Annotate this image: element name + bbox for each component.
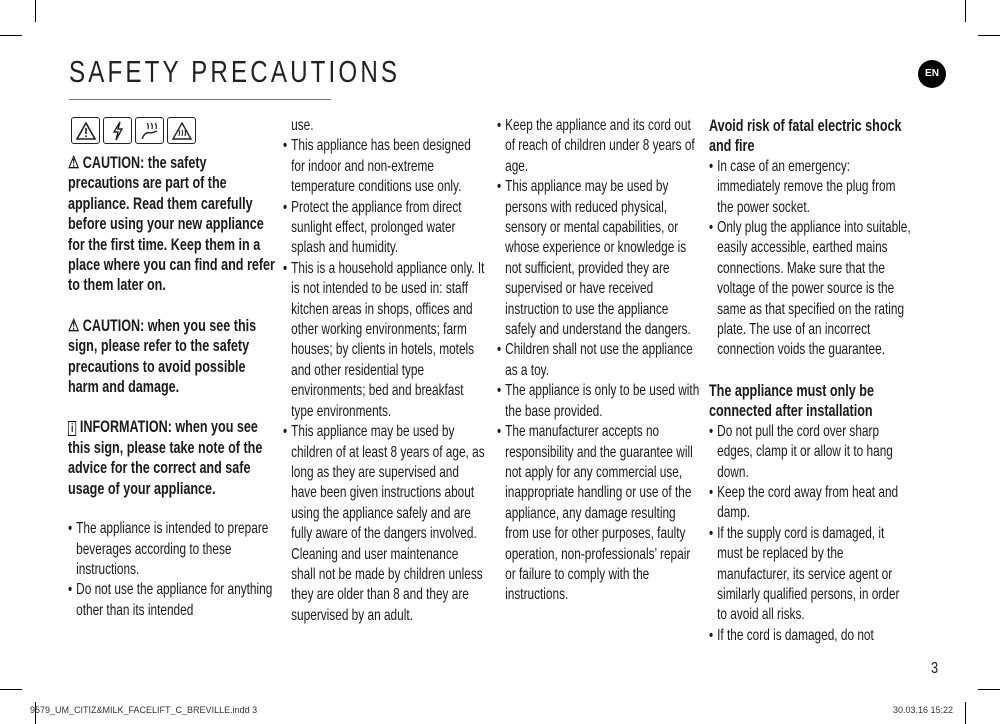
information-block: i INFORMATION: when you see this sign, please take note of the advice for the correct and safe usage of your appliance.	[68, 417, 263, 498]
caution-sign-block: ⚠ CAUTION: when you see this sign, please refer to the safety precautions to avoid possible harm and damage.	[68, 315, 257, 397]
list-item: • Only plug the appliance into suitable, easily accessible, earthed mains connections. Make sure that the voltage of the power source is the same as that specified on the rating plate. The use of an incorrect connection voids the guarantee.	[709, 218, 912, 361]
bullet-list	[709, 422, 912, 646]
caution-block: ⚠ CAUTION: the safety precautions are part of the appliance. Read them carefully before using your new appliance for the first time. Keep them in a place where you can find and refer to them later on.	[68, 153, 275, 295]
caution-icon	[71, 117, 100, 144]
list-item: • The manufacturer accepts no responsibility and the guarantee will not apply for any commercial use, inappropriate handling or use of the appliance, any damage resulting from use for other purposes, faulty operation, non-professionals’ repair or failure to comply with the instructions.	[497, 422, 700, 606]
section-heading: The appliance must only be connected after installation	[709, 380, 874, 421]
electric-icon	[103, 117, 132, 144]
crop-mark	[978, 689, 1000, 690]
column-2	[283, 116, 485, 626]
list-item: • Keep the cord away from heat and damp.	[709, 483, 912, 524]
bullet-list	[283, 116, 485, 626]
list-item: • In case of an emergency: immediately remove the plug from the power socket.	[709, 157, 912, 218]
list-item: • This appliance may be used by children of at least 8 years of age, as long as they are supervised and have been given instructions about using the appliance safely and are fully aware of the dangers involved. Cleaning and user maintenance shall not be made by children unless they are older than 8 and they are supervised by an adult.	[283, 422, 485, 626]
footer-date: 30.03.16 15:22	[893, 705, 954, 715]
bullet-list	[497, 116, 700, 606]
list-item-continuation: use.	[291, 117, 314, 134]
list-item: • Children shall not use the appliance as a toy.	[497, 340, 700, 381]
list-item: • Protect the appliance from direct sunlight effect, prolonged water splash and humidity.	[283, 198, 485, 259]
crop-mark	[978, 35, 1000, 36]
column-1	[68, 153, 278, 621]
list-item: • This appliance has been designed for indoor and non-extreme temperature conditions use only.	[283, 136, 485, 197]
page-number: 3	[931, 660, 939, 677]
list-item: • If the supply cord is damaged, it must be replaced by the manufacturer, its service agent or similarly qualified persons, in order to avoid all risks.	[709, 524, 912, 626]
warning-icons	[71, 117, 196, 144]
list-item: • Do not pull the cord over sharp edges, clamp it or allow it to hang down.	[709, 422, 912, 483]
info-icon: i	[68, 421, 76, 436]
title-divider	[69, 99, 331, 100]
list-item: • If the cord is damaged, do not	[709, 626, 912, 646]
list-item: • Do not use the appliance for anything other than its intended	[68, 580, 278, 621]
column-4	[709, 116, 912, 646]
spacer	[709, 361, 912, 381]
list-item: • The appliance is intended to prepare beverages according to these instructions.	[68, 519, 278, 580]
list-item: • Keep the appliance and its cord out of reach of children under 8 years of age.	[497, 116, 700, 177]
crop-mark	[35, 0, 36, 22]
hand-burn-icon	[135, 117, 164, 144]
language-badge: EN	[918, 60, 946, 88]
list-item: • The appliance is only to be used with the base provided.	[497, 381, 700, 422]
list-item: • This appliance may be used by persons with reduced physical, sensory or mental capabilities, or whose experience or knowledge is not sufficient, provided they are supervised or have received instruction to use the appliance safely and understand the dangers.	[497, 177, 700, 340]
crop-mark	[965, 0, 966, 22]
list-item: • This is a household appliance only. It is not intended to be used in: staff kitchen areas in shops, offices and other working environments; farm houses; by clients in hotels, motels and other residential type environments; bed and breakfast type environments.	[283, 259, 485, 422]
crop-mark	[0, 35, 22, 36]
crop-mark	[965, 702, 966, 724]
caution-icon: ⚠	[68, 153, 80, 172]
bullet-list	[709, 157, 912, 361]
bullet-list	[68, 519, 278, 621]
caution-icon: ⚠	[68, 315, 80, 335]
crop-mark	[0, 689, 22, 690]
footer-filename: 9579_UM_CITIZ&MILK_FACELIFT_C_BREVILLE.indd 3	[30, 705, 258, 715]
page-title: SAFETY PRECAUTIONS	[69, 54, 401, 89]
section-heading: Avoid risk of fatal electric shock and fire	[709, 116, 902, 156]
hot-surface-icon	[167, 117, 196, 144]
column-3	[497, 116, 700, 606]
